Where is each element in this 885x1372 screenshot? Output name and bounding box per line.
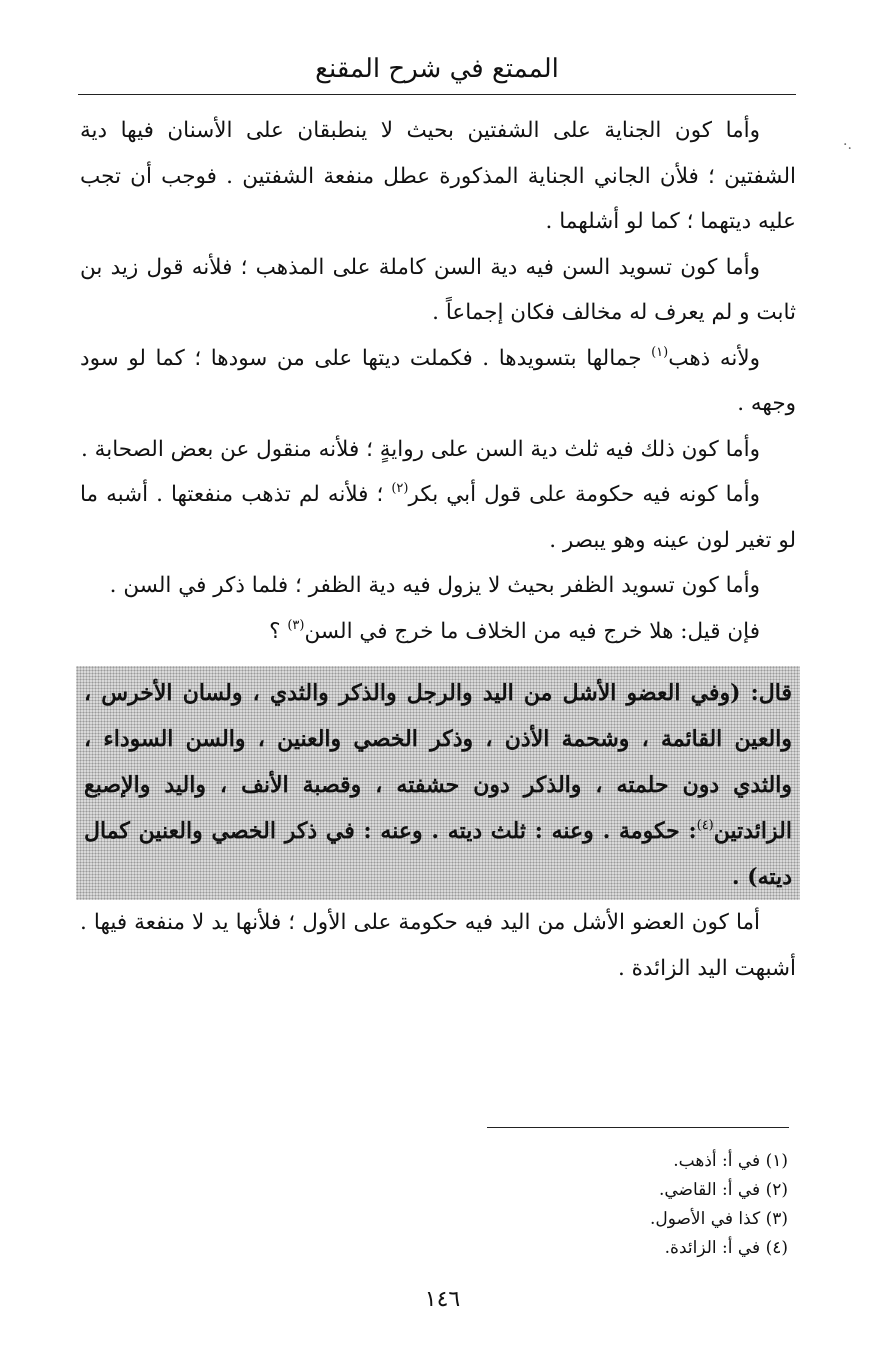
- paragraph: وأما كون تسويد الظفر بحيث لا يزول فيه دية الظفر ؛ فلما ذكر في السن .: [109, 573, 760, 598]
- paragraph-text: وأما كونه فيه حكومة على قول أبي بكر: [408, 482, 760, 507]
- paragraph-text: ؟: [269, 618, 288, 644]
- page-number: ١٤٦: [424, 1287, 461, 1312]
- footnote-ref[interactable]: (١): [651, 344, 669, 360]
- paragraph-text: ولأنه ذهب: [668, 345, 760, 371]
- footnote-separator: [487, 1127, 789, 1128]
- quote-text: : حكومة . وعنه : ثلث ديته . وعنه : في ذكر الخصي والعنين كمال ديته) .: [84, 818, 792, 890]
- footnote-ref[interactable]: (٣): [287, 617, 305, 633]
- margin-mark: ·.: [843, 137, 852, 153]
- paragraph: وأما كون الجناية على الشفتين بحيث لا ينطبقان على الأسنان فيها دية الشفتين ؛ فلأن الجاني الجناية المذكورة عطل منفعة الشفتين . فوجب أن تجب عليه ديتهما ؛ كما لو أشلهما .: [80, 118, 796, 234]
- running-header: الممتع في شرح المقنع: [78, 44, 796, 95]
- quote-text: قال: (وفي العضو الأشل من اليد والرجل والذكر والثدي ، ولسان الأخرس ، والعين القائمة ، وشحمة الأذن ، وذكر الخصي والعنين ، والسن السوداء ، والثدي دون حلمته ، والذكر دون حشفته ، وقصبة الأنف ، واليد والإصبع الزائدتين: [84, 680, 792, 844]
- paragraph: وأما كون ذلك فيه ثلث دية السن على روايةٍ ؛ فلأنه منقول عن بعض الصحابة .: [81, 436, 760, 462]
- matn-quote-block: [76, 666, 800, 900]
- paragraph-text: ؛ فلأنه لم تذهب منفعتها . أشبه ما لو تغير لون عينه وهو يبصر .: [80, 482, 796, 553]
- paragraph: [80, 336, 796, 427]
- footnotes: [450, 1147, 788, 1263]
- paragraph: وأما كون تسويد السن فيه دية السن كاملة على المذهب ؛ فلأنه قول زيد بن ثابت و لم يعرف له مخالف فكان إجماعاً .: [80, 254, 796, 325]
- footnote-item: (٤) في أ: الزائدة.: [664, 1238, 788, 1258]
- footnote-ref[interactable]: (٢): [391, 481, 409, 496]
- paragraph: [80, 472, 796, 563]
- main-text: [80, 108, 796, 991]
- paragraph: [80, 609, 796, 655]
- footnote-item: (٣) كذا في الأصول.: [649, 1209, 788, 1229]
- footnote-item: (١) في أ: أذهب.: [673, 1151, 788, 1171]
- footnote-ref[interactable]: (٤): [696, 818, 714, 833]
- paragraph-text: جمالها بتسويدها . فكملت ديتها على من سودها ؛ كما لو سود وجهه .: [80, 345, 796, 416]
- paragraph-text: فإن قيل: هلا خرج فيه من الخلاف ما خرج في السن: [304, 618, 760, 644]
- footnote-item: (٢) في أ: القاضي.: [658, 1180, 788, 1200]
- paragraph: أما كون العضو الأشل من اليد فيه حكومة على الأول ؛ فلأنها يد لا منفعة فيها . أشبهت اليد الزائدة .: [80, 910, 796, 981]
